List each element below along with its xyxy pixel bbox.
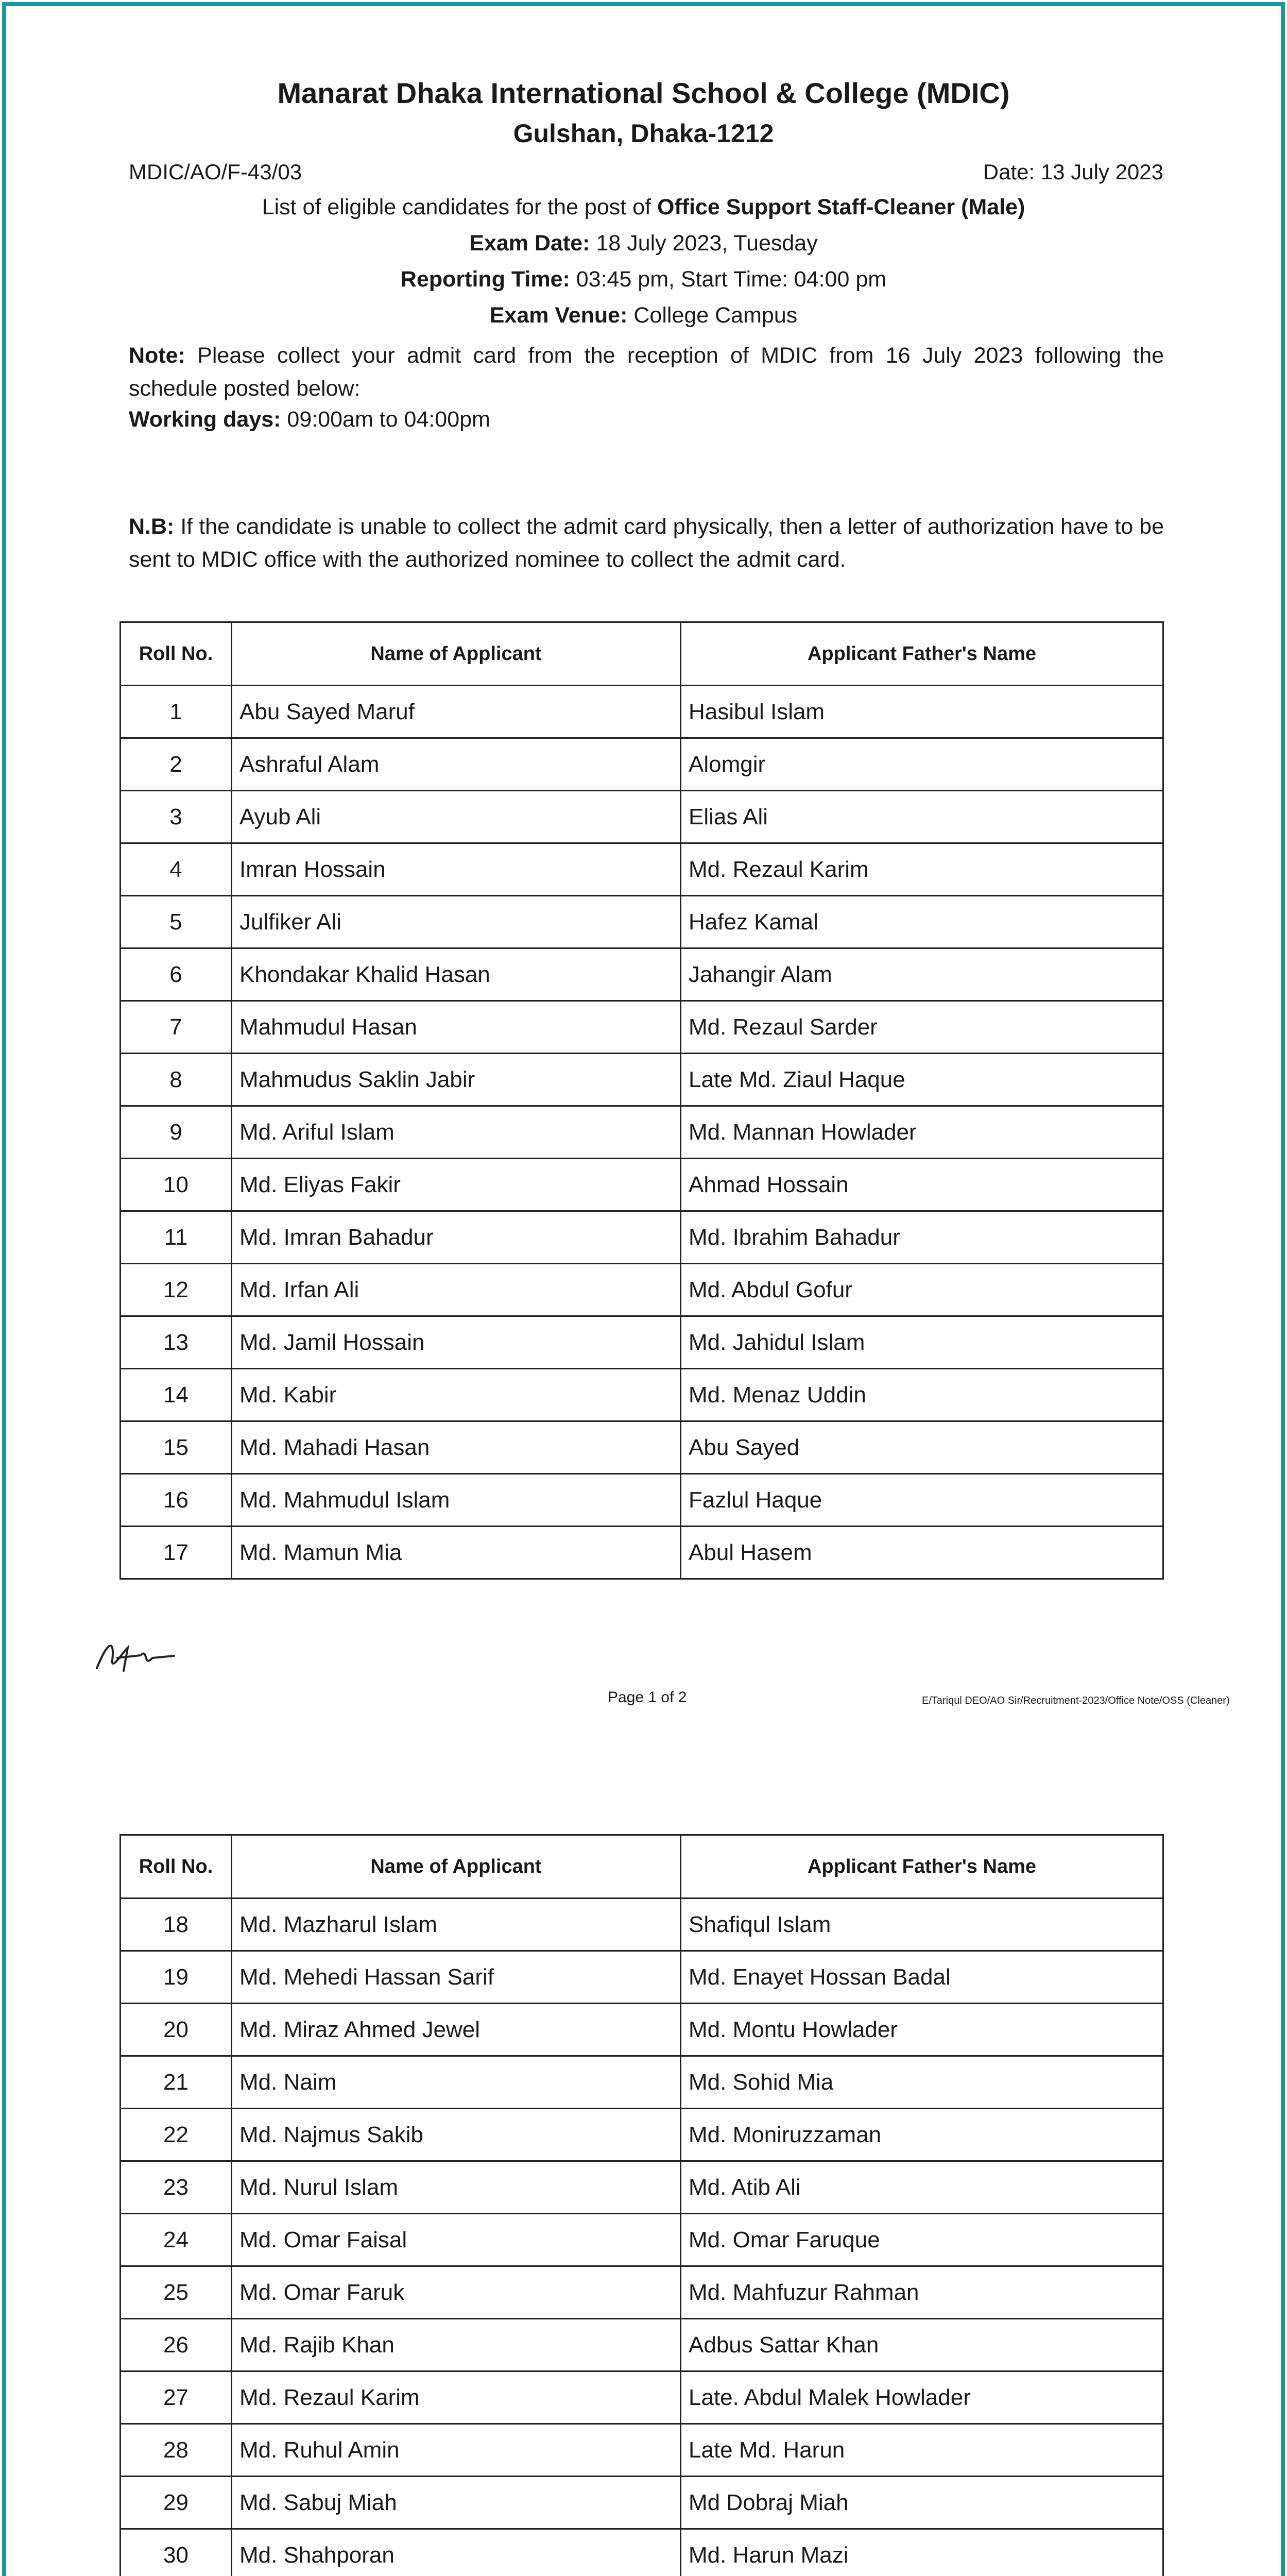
candidate-table-page1	[119, 621, 1164, 1580]
roll-number-cell: 8	[121, 1054, 232, 1106]
table-row	[121, 1264, 1163, 1316]
father-name-cell: Late Md. Harun	[681, 2424, 1163, 2477]
table-row	[121, 1474, 1163, 1527]
applicant-name-cell: Md. Mahadi Hasan	[232, 1421, 681, 1474]
applicant-name-cell: Md. Omar Faruk	[232, 2266, 681, 2319]
working-days-value: 09:00am to 04:00pm	[281, 407, 490, 432]
table-row	[121, 2161, 1163, 2214]
father-name-cell: Md. Enayet Hossan Badal	[681, 1951, 1163, 2004]
reference-number: MDIC/AO/F-43/03	[129, 160, 302, 184]
applicant-name-cell: Imran Hossain	[232, 843, 681, 896]
applicant-name-cell: Md. Mazharul Islam	[232, 1899, 681, 1951]
table-row	[121, 1421, 1163, 1474]
roll-number-cell: 3	[121, 791, 232, 843]
roll-number-cell: 7	[121, 1001, 232, 1054]
father-name-cell: Late. Abdul Malek Howlader	[681, 2371, 1163, 2424]
table-row	[121, 2477, 1163, 2529]
table-row	[121, 1159, 1163, 1211]
table-row	[121, 2319, 1163, 2371]
applicant-name-cell: Mahmudul Hasan	[232, 1001, 681, 1054]
applicant-name-cell: Khondakar Khalid Hasan	[232, 948, 681, 1001]
column-header-name: Name of Applicant	[232, 622, 681, 686]
roll-number-cell: 13	[121, 1316, 232, 1369]
post-prefix: List of eligible candidates for the post of	[262, 195, 657, 219]
father-name-cell: Md. Moniruzzaman	[681, 2109, 1163, 2161]
father-name-cell: Hafez Kamal	[681, 896, 1163, 948]
applicant-name-cell: Md. Naim	[232, 2056, 681, 2109]
exam-date-label: Exam Date:	[469, 231, 590, 256]
note-label: Note:	[129, 343, 185, 368]
table-row	[121, 1316, 1163, 1369]
father-name-cell: Md. Harun Mazi	[681, 2529, 1163, 2576]
working-days-line	[129, 403, 1164, 436]
applicant-name-cell: Abu Sayed Maruf	[232, 686, 681, 738]
father-name-cell: Elias Ali	[681, 791, 1163, 843]
father-name-cell: Late Md. Ziaul Haque	[681, 1054, 1163, 1106]
applicant-name-cell: Md. Eliyas Fakir	[232, 1159, 681, 1211]
reporting-time-value: 03:45 pm, Start Time: 04:00 pm	[570, 267, 887, 292]
exam-venue-label: Exam Venue:	[489, 303, 628, 328]
father-name-cell: Md. Jahidul Islam	[681, 1316, 1163, 1369]
roll-number-cell: 20	[121, 2004, 232, 2056]
table-row	[121, 2056, 1163, 2109]
father-name-cell: Md. Mahfuzur Rahman	[681, 2266, 1163, 2319]
table-row	[121, 948, 1163, 1001]
table-row	[121, 738, 1163, 791]
applicant-name-cell: Md. Omar Faisal	[232, 2214, 681, 2266]
table-row	[121, 2266, 1163, 2319]
reporting-time-line	[0, 267, 1287, 292]
table-row	[121, 1951, 1163, 2004]
roll-number-cell: 14	[121, 1369, 232, 1421]
table-body-page1	[121, 686, 1163, 1579]
post-line	[0, 195, 1287, 220]
applicant-name-cell: Md. Sabuj Miah	[232, 2477, 681, 2529]
father-name-cell: Ahmad Hossain	[681, 1159, 1163, 1211]
working-days-label: Working days:	[129, 407, 281, 432]
applicant-name-cell: Md. Ruhul Amin	[232, 2424, 681, 2477]
roll-number-cell: 4	[121, 843, 232, 896]
table-row	[121, 1054, 1163, 1106]
table-row	[121, 2529, 1163, 2576]
father-name-cell: Abul Hasem	[681, 1527, 1163, 1579]
applicant-name-cell: Mahmudus Saklin Jabir	[232, 1054, 681, 1106]
exam-date-value: 18 July 2023, Tuesday	[590, 231, 818, 256]
institution-address: Gulshan, Dhaka-1212	[513, 119, 774, 148]
father-name-cell: Jahangir Alam	[681, 948, 1163, 1001]
table-row	[121, 1527, 1163, 1579]
roll-number-cell: 18	[121, 1899, 232, 1951]
applicant-name-cell: Md. Najmus Sakib	[232, 2109, 681, 2161]
candidate-table-page2	[119, 1834, 1164, 2576]
exam-date-line	[0, 231, 1287, 256]
column-header-father: Applicant Father's Name	[681, 622, 1163, 686]
table-row	[121, 2371, 1163, 2424]
notice-date: Date: 13 July 2023	[983, 160, 1163, 184]
table-row	[121, 1369, 1163, 1421]
applicant-name-cell: Md. Nurul Islam	[232, 2161, 681, 2214]
table-row	[121, 1001, 1163, 1054]
roll-number-cell: 30	[121, 2529, 232, 2576]
column-header-roll: Roll No.	[121, 622, 232, 686]
file-path-1: E/Tariqul DEO/AO Sir/Recruitment-2023/Office Note/OSS (Cleaner)	[922, 1695, 1230, 1706]
roll-number-cell: 21	[121, 2056, 232, 2109]
roll-number-cell: 19	[121, 1951, 232, 2004]
roll-number-cell: 11	[121, 1211, 232, 1264]
post-name: Office Support Staff-Cleaner (Male)	[657, 195, 1025, 219]
nb-label: N.B:	[129, 514, 175, 539]
father-name-cell: Shafiqul Islam	[681, 1899, 1163, 1951]
table-row	[121, 2424, 1163, 2477]
table-row	[121, 2109, 1163, 2161]
father-name-cell: Md. Montu Howlader	[681, 2004, 1163, 2056]
roll-number-cell: 15	[121, 1421, 232, 1474]
father-name-cell: Md. Mannan Howlader	[681, 1106, 1163, 1159]
column-header-father: Applicant Father's Name	[681, 1835, 1163, 1899]
father-name-cell: Md Dobraj Miah	[681, 2477, 1163, 2529]
roll-number-cell: 10	[121, 1159, 232, 1211]
table-row	[121, 1106, 1163, 1159]
table-row	[121, 896, 1163, 948]
page-number-1: Page 1 of 2	[608, 1689, 687, 1706]
table-row	[121, 686, 1163, 738]
father-name-cell: Fazlul Haque	[681, 1474, 1163, 1527]
applicant-name-cell: Md. Mamun Mia	[232, 1527, 681, 1579]
applicant-name-cell: Md. Imran Bahadur	[232, 1211, 681, 1264]
roll-number-cell: 6	[121, 948, 232, 1001]
father-name-cell: Md. Rezaul Sarder	[681, 1001, 1163, 1054]
roll-number-cell: 2	[121, 738, 232, 791]
applicant-name-cell: Md. Shahporan	[232, 2529, 681, 2576]
applicant-name-cell: Ayub Ali	[232, 791, 681, 843]
table-row	[121, 1899, 1163, 1951]
applicant-name-cell: Md. Mehedi Hassan Sarif	[232, 1951, 681, 2004]
column-header-roll: Roll No.	[121, 1835, 232, 1899]
note-paragraph	[129, 339, 1164, 405]
roll-number-cell: 28	[121, 2424, 232, 2477]
roll-number-cell: 29	[121, 2477, 232, 2529]
father-name-cell: Hasibul Islam	[681, 686, 1163, 738]
table-header-row	[121, 622, 1163, 686]
applicant-name-cell: Julfiker Ali	[232, 896, 681, 948]
father-name-cell: Md. Rezaul Karim	[681, 843, 1163, 896]
applicant-name-cell: Md. Irfan Ali	[232, 1264, 681, 1316]
applicant-name-cell: Md. Rezaul Karim	[232, 2371, 681, 2424]
applicant-name-cell: Md. Jamil Hossain	[232, 1316, 681, 1369]
applicant-name-cell: Md. Mahmudul Islam	[232, 1474, 681, 1527]
applicant-name-cell: Md. Miraz Ahmed Jewel	[232, 2004, 681, 2056]
father-name-cell: Md. Menaz Uddin	[681, 1369, 1163, 1421]
roll-number-cell: 9	[121, 1106, 232, 1159]
applicant-name-cell: Ashraful Alam	[232, 738, 681, 791]
father-name-cell: Abu Sayed	[681, 1421, 1163, 1474]
nb-text: If the candidate is unable to collect the admit card physically, then a letter of authorization have to be sent to MDIC office with the authorized nominee to collect the admit card.	[129, 514, 1164, 572]
roll-number-cell: 16	[121, 1474, 232, 1527]
initials-signature-icon	[92, 1632, 179, 1679]
father-name-cell: Md. Sohid Mia	[681, 2056, 1163, 2109]
roll-number-cell: 22	[121, 2109, 232, 2161]
roll-number-cell: 5	[121, 896, 232, 948]
roll-number-cell: 1	[121, 686, 232, 738]
applicant-name-cell: Md. Kabir	[232, 1369, 681, 1421]
father-name-cell: Md. Ibrahim Bahadur	[681, 1211, 1163, 1264]
table-header-row	[121, 1835, 1163, 1899]
table-body-page2	[121, 1899, 1163, 2576]
table-row	[121, 843, 1163, 896]
note-text: Please collect your admit card from the reception of MDIC from 16 July 2023 following the schedule posted below:	[129, 343, 1164, 401]
applicant-name-cell: Md. Rajib Khan	[232, 2319, 681, 2371]
father-name-cell: Md. Abdul Gofur	[681, 1264, 1163, 1316]
father-name-cell: Adbus Sattar Khan	[681, 2319, 1163, 2371]
roll-number-cell: 17	[121, 1527, 232, 1579]
nb-paragraph	[129, 510, 1164, 576]
father-name-cell: Md. Omar Faruque	[681, 2214, 1163, 2266]
roll-number-cell: 27	[121, 2371, 232, 2424]
roll-number-cell: 25	[121, 2266, 232, 2319]
institution-title: Manarat Dhaka International School & College (MDIC)	[277, 77, 1010, 109]
column-header-name: Name of Applicant	[232, 1835, 681, 1899]
roll-number-cell: 24	[121, 2214, 232, 2266]
exam-venue-value: College Campus	[627, 303, 798, 328]
exam-venue-line	[0, 303, 1287, 328]
reporting-time-label: Reporting Time:	[400, 267, 570, 292]
table-row	[121, 2214, 1163, 2266]
roll-number-cell: 26	[121, 2319, 232, 2371]
father-name-cell: Md. Atib Ali	[681, 2161, 1163, 2214]
applicant-name-cell: Md. Ariful Islam	[232, 1106, 681, 1159]
table-row	[121, 1211, 1163, 1264]
roll-number-cell: 12	[121, 1264, 232, 1316]
table-row	[121, 791, 1163, 843]
father-name-cell: Alomgir	[681, 738, 1163, 791]
table-row	[121, 2004, 1163, 2056]
roll-number-cell: 23	[121, 2161, 232, 2214]
